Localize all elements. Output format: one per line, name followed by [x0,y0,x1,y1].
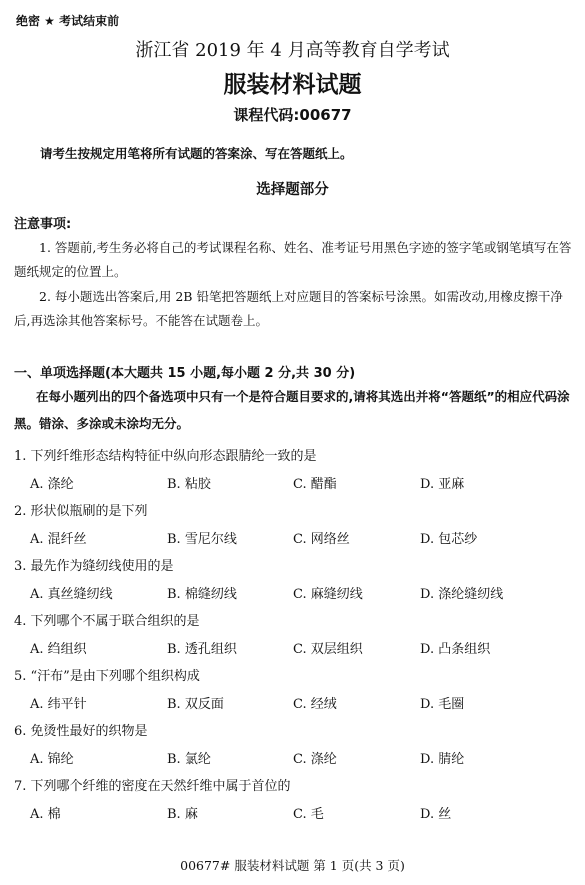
question-option: C. 麻缝纫线 [293,587,363,602]
question-option: B. 雪尼尔线 [167,532,237,547]
question-option: D. 毛圈 [420,697,465,712]
question-option: A. 棉 [30,807,61,822]
part-description: 在每小题列出的四个备选项中只有一个是符合题目要求的,请将其选出并将“答题纸”的相应代码涂黑。错涂、多涂或未涂均无分。 [14,389,570,431]
course-code: 课程代码:00677 [233,106,352,124]
question-option: A. 涤纶 [30,477,74,492]
question-option: A. 锦纶 [30,752,74,767]
question-stem: 2. 形状似瓶刷的是下列 [14,504,148,519]
question-option: D. 腈纶 [420,752,465,767]
question-option: B. 粘胶 [167,477,211,492]
question-option: D. 凸条组织 [420,642,491,657]
exam-title: 浙江省 2019 年 4 月高等教育自学考试 [135,40,450,61]
notice-title: 注意事项: [14,217,72,232]
question-option: C. 毛 [293,807,324,822]
question-option: D. 包芯纱 [420,532,478,547]
question-option: C. 网络丝 [293,532,350,547]
instruction-text: 请考生按规定用笔将所有试题的答案涂、写在答题纸上。 [40,146,353,161]
question-option: C. 经绒 [293,697,337,712]
question-option: B. 透孔组织 [167,642,237,657]
question-stem: 1. 下列纤维形态结构特征中纵向形态跟腈纶一致的是 [14,449,317,464]
question-option: C. 醋酯 [293,477,337,492]
question-option: A. 纬平针 [30,697,87,712]
question-option: B. 麻 [167,807,198,822]
question-stem: 3. 最先作为缝纫线使用的是 [14,559,174,574]
question-option: D. 涤纶缝纫线 [420,587,504,602]
question-option: A. 绉组织 [30,642,87,657]
question-stem: 4. 下列哪个不属于联合组织的是 [14,614,200,629]
question-stem: 5. “汗布”是由下列哪个组织构成 [14,669,200,684]
subject-title: 服装材料试题 [223,72,362,98]
question-option: B. 氯纶 [167,752,211,767]
notice-item: 1. 答题前,考生务必将自己的考试课程名称、姓名、准考证号用黑色字迹的签字笔或钢笔填写在答题纸规定的位置上。 [14,240,572,279]
question-option: D. 亚麻 [420,477,465,492]
question-option: C. 双层组织 [293,642,363,657]
page-footer: 00677# 服装材料试题 第 1 页(共 3 页) [180,858,405,873]
question-option: A. 混纤丝 [30,532,87,547]
question-stem: 7. 下列哪个纤维的密度在天然纤维中属于首位的 [14,779,291,794]
question-option: A. 真丝缝纫线 [30,587,113,602]
question-stem: 6. 免烫性最好的织物是 [14,724,148,739]
question-option: B. 棉缝纫线 [167,587,237,602]
secret-label: 绝密 ★ 考试结束前 [16,14,120,28]
question-option: C. 涤纶 [293,752,337,767]
question-option: B. 双反面 [167,697,224,712]
question-option: D. 丝 [420,807,452,822]
part-title: 一、单项选择题(本大题共 15 小题,每小题 2 分,共 30 分) [14,366,356,381]
section-title: 选择题部分 [256,182,329,198]
notice-item: 2. 每小题选出答案后,用 2B 铅笔把答题纸上对应题目的答案标号涂黑。如需改动,用橡皮擦干净后,再选涂其他答案标号。不能答在试题卷上。 [14,289,563,328]
